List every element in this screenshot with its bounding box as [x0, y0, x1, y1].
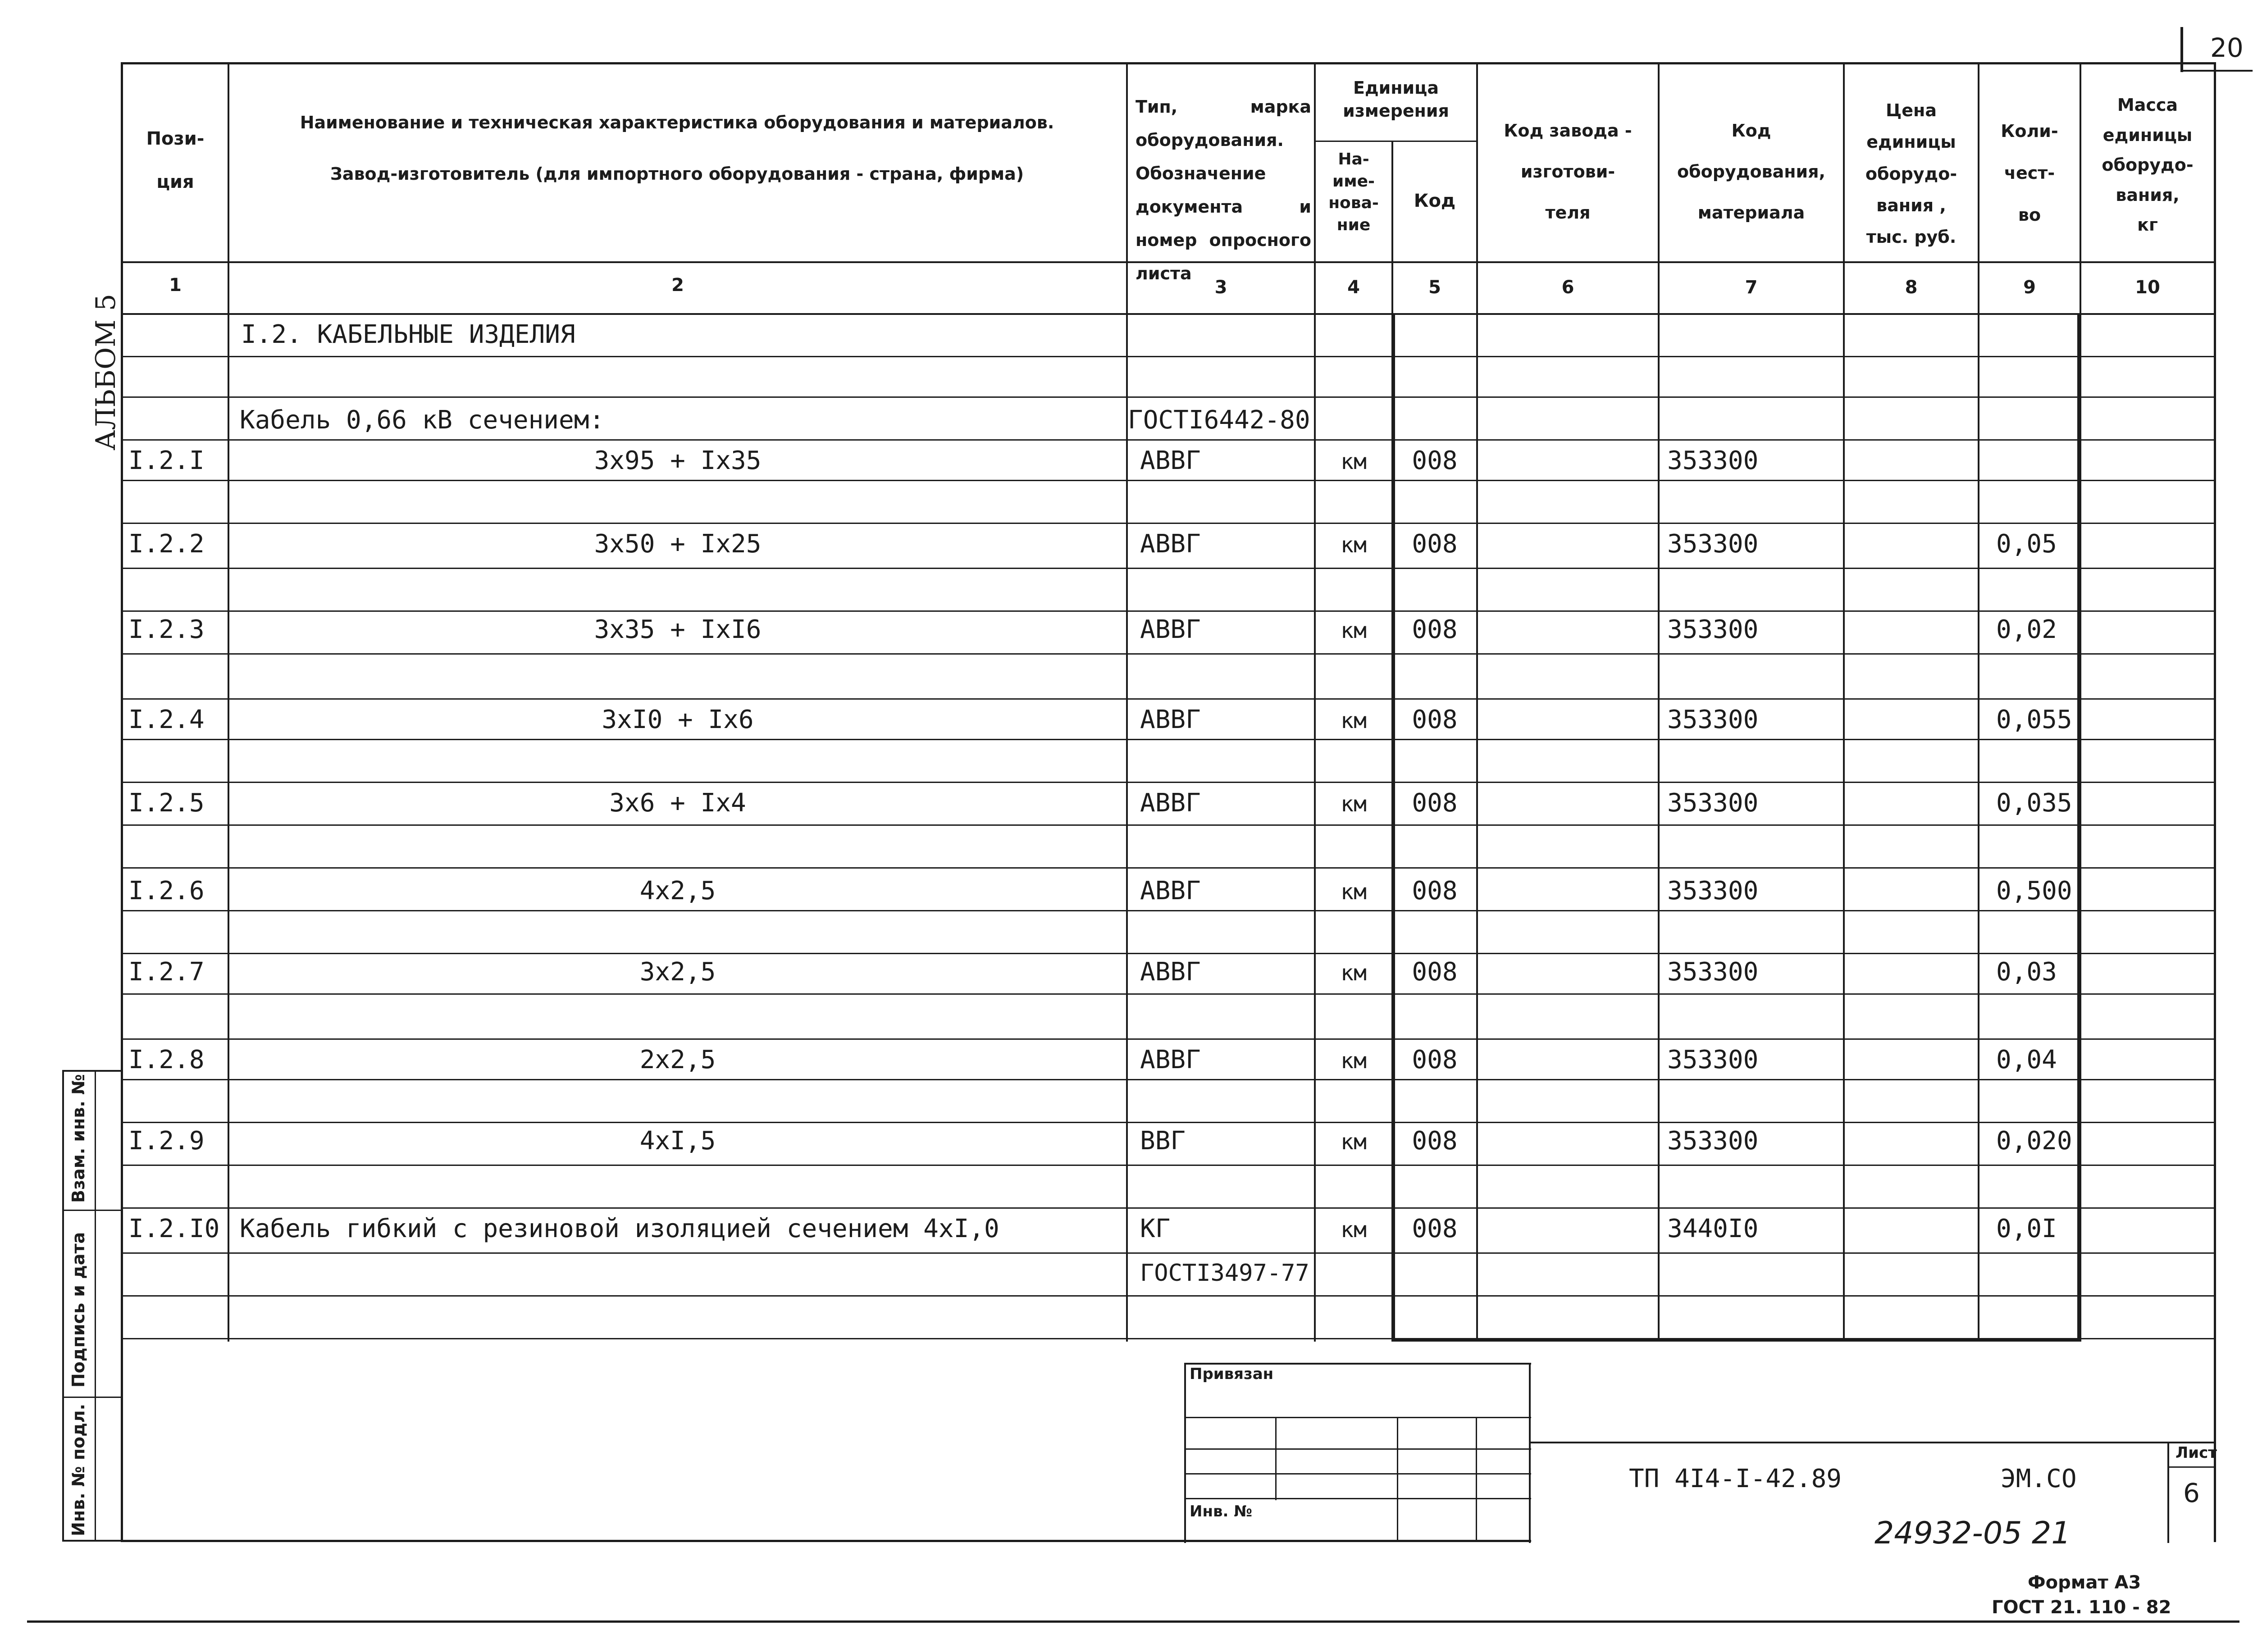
row-name: 3хI0 + Iх6 — [602, 705, 754, 734]
header-unit-name: На- име- нова- ние — [1328, 150, 1379, 234]
row-pos: I.2.3 — [128, 615, 205, 644]
column-number: 7 — [1745, 277, 1758, 298]
row-type: ВВГ — [1140, 1126, 1186, 1156]
row-type: АВВГ — [1140, 615, 1201, 644]
row-pos: I.2.I — [128, 446, 205, 475]
row-code: 008 — [1412, 876, 1458, 906]
header-type: Тип, марка оборудования. Обозначение документа и номер опросного листа — [1136, 97, 1311, 284]
row-unit: км — [1341, 1129, 1367, 1155]
row-name: 3х6 + Iх4 — [609, 788, 746, 818]
row-material-code: 353300 — [1667, 529, 1759, 559]
row-material-code: 353300 — [1667, 788, 1759, 818]
row-code: 008 — [1412, 1126, 1458, 1156]
row-material-code: 353300 — [1667, 1126, 1759, 1156]
row-unit: км — [1341, 960, 1367, 986]
column-number: 8 — [1905, 277, 1918, 298]
row-unit: км — [1341, 1048, 1367, 1074]
header-mass: Масса единицы оборудо- вания, кг — [2102, 95, 2194, 235]
row-code: 008 — [1412, 1214, 1458, 1243]
row-pos: I.2.9 — [128, 1126, 205, 1156]
bound-label: Привязан — [1190, 1365, 1274, 1383]
row-unit: км — [1341, 879, 1367, 905]
row-name: 3х2,5 — [639, 957, 716, 987]
column-number: 1 — [169, 275, 182, 296]
column-number: 10 — [2135, 277, 2160, 298]
stamp-inv-orig: Инв. № подл. — [68, 1403, 88, 1536]
row-unit: км — [1341, 708, 1367, 733]
row-unit: км — [1341, 792, 1367, 817]
row-type: АВВГ — [1140, 1045, 1201, 1074]
header-factory-code: Код завода - изготови- теля — [1504, 121, 1632, 223]
archive-number: 24932-05 21 — [1874, 1515, 2071, 1551]
column-number: 3 — [1214, 277, 1227, 298]
header-position: Пози- ция — [146, 128, 205, 192]
row-pos: I.2.5 — [128, 788, 205, 818]
row-pos: I.2.8 — [128, 1045, 205, 1074]
row-type: АВВГ — [1140, 876, 1201, 906]
album-label: АЛЬБОМ 5 — [90, 294, 122, 451]
row-type-standard: ГОСТI3497-77 — [1140, 1260, 1309, 1287]
column-number: 6 — [1561, 277, 1574, 298]
row-material-code: 353300 — [1667, 876, 1759, 906]
header-unit-group: Единица измерения — [1343, 78, 1449, 121]
row-material-code: 353300 — [1667, 615, 1759, 644]
header-name-line2: Завод-изготовитель (для импортного оборудования - страна, фирма) — [330, 164, 1024, 184]
row-pos: I.2.4 — [128, 705, 205, 734]
row-qty: 0,035 — [1996, 788, 2072, 818]
row-material-code: 353300 — [1667, 1045, 1759, 1074]
row-type: КГ — [1140, 1214, 1171, 1243]
row-pos: I.2.6 — [128, 876, 205, 906]
document-code: ТП 4I4-I-42.89 — [1629, 1464, 1842, 1493]
row-qty: 0,500 — [1996, 876, 2072, 906]
header-name-line1: Наименование и техническая характеристика оборудования и материалов. — [300, 113, 1054, 132]
section-title: I.2. КАБЕЛЬНЫЕ ИЗДЕЛИЯ — [241, 320, 575, 349]
row-name: 3х50 + Iх25 — [594, 529, 762, 559]
row-material-code: 353300 — [1667, 705, 1759, 734]
stamp-replace-inv: Взам. инв. № — [68, 1074, 88, 1203]
row-material-code: 3440I0 — [1667, 1214, 1759, 1243]
row-unit: км — [1341, 449, 1367, 474]
row-qty: 0,03 — [1996, 957, 2057, 987]
row-pos: I.2.I0 — [128, 1214, 220, 1243]
header-unit-code: Код — [1414, 191, 1456, 211]
header-name — [230, 113, 1124, 184]
format-label: Формат А3 — [2028, 1572, 2141, 1593]
stamp-signature-date: Подпись и дата — [68, 1232, 88, 1388]
column-number: 4 — [1347, 277, 1360, 298]
row-pos: I.2.7 — [128, 957, 205, 987]
row-material-code: 353300 — [1667, 446, 1759, 475]
row-name: 2х2,5 — [639, 1045, 716, 1074]
sheet-code: ЭМ.СО — [2001, 1464, 2077, 1493]
row-name: 3х95 + Iх35 — [594, 446, 762, 475]
row-qty: 0,05 — [1996, 529, 2057, 559]
row-type: АВВГ — [1140, 446, 1201, 475]
row-type: АВВГ — [1140, 957, 1201, 987]
row-unit: км — [1341, 1217, 1367, 1242]
row-name: 3х35 + IхI6 — [594, 615, 762, 644]
header-material-code: Код оборудования, материала — [1677, 121, 1825, 223]
row-unit: км — [1341, 532, 1367, 558]
row-code: 008 — [1412, 446, 1458, 475]
row-code: 008 — [1412, 705, 1458, 734]
row-name: Кабель гибкий с резиновой изоляцией сечением 4хI,0 — [240, 1214, 999, 1243]
column-number: 9 — [2023, 277, 2036, 298]
row-code: 008 — [1412, 529, 1458, 559]
row-code: 008 — [1412, 615, 1458, 644]
page-number: 20 — [2210, 32, 2244, 63]
row-name: 4хI,5 — [639, 1126, 716, 1156]
footer-standard: ГОСТ 21. 110 - 82 — [1992, 1597, 2171, 1618]
row-type: АВВГ — [1140, 529, 1201, 559]
subheading-name: Кабель 0,66 кВ сечением: — [240, 405, 605, 435]
row-type: АВВГ — [1140, 705, 1201, 734]
header-quantity: Коли- чест- во — [2001, 121, 2058, 225]
subheading-standard: ГОСТI6442-80 — [1128, 405, 1310, 435]
row-pos: I.2.2 — [128, 529, 205, 559]
row-qty: 0,020 — [1996, 1126, 2072, 1156]
row-name: 4х2,5 — [639, 876, 716, 906]
row-qty: 0,02 — [1996, 615, 2057, 644]
row-code: 008 — [1412, 788, 1458, 818]
sheet-number: 6 — [2183, 1478, 2200, 1508]
column-number: 2 — [671, 275, 684, 296]
column-number: 5 — [1428, 277, 1441, 298]
row-code: 008 — [1412, 957, 1458, 987]
row-material-code: 353300 — [1667, 957, 1759, 987]
row-unit: км — [1341, 618, 1367, 643]
row-qty: 0,0I — [1996, 1214, 2057, 1243]
header-price: Цена единицы оборудо- вания , тыс. руб. — [1865, 100, 1957, 247]
row-code: 008 — [1412, 1045, 1458, 1074]
row-qty: 0,055 — [1996, 705, 2072, 734]
sheet-label: Лист — [2175, 1444, 2217, 1462]
inv-label: Инв. № — [1190, 1502, 1253, 1520]
row-qty: 0,04 — [1996, 1045, 2057, 1074]
row-type: АВВГ — [1140, 788, 1201, 818]
